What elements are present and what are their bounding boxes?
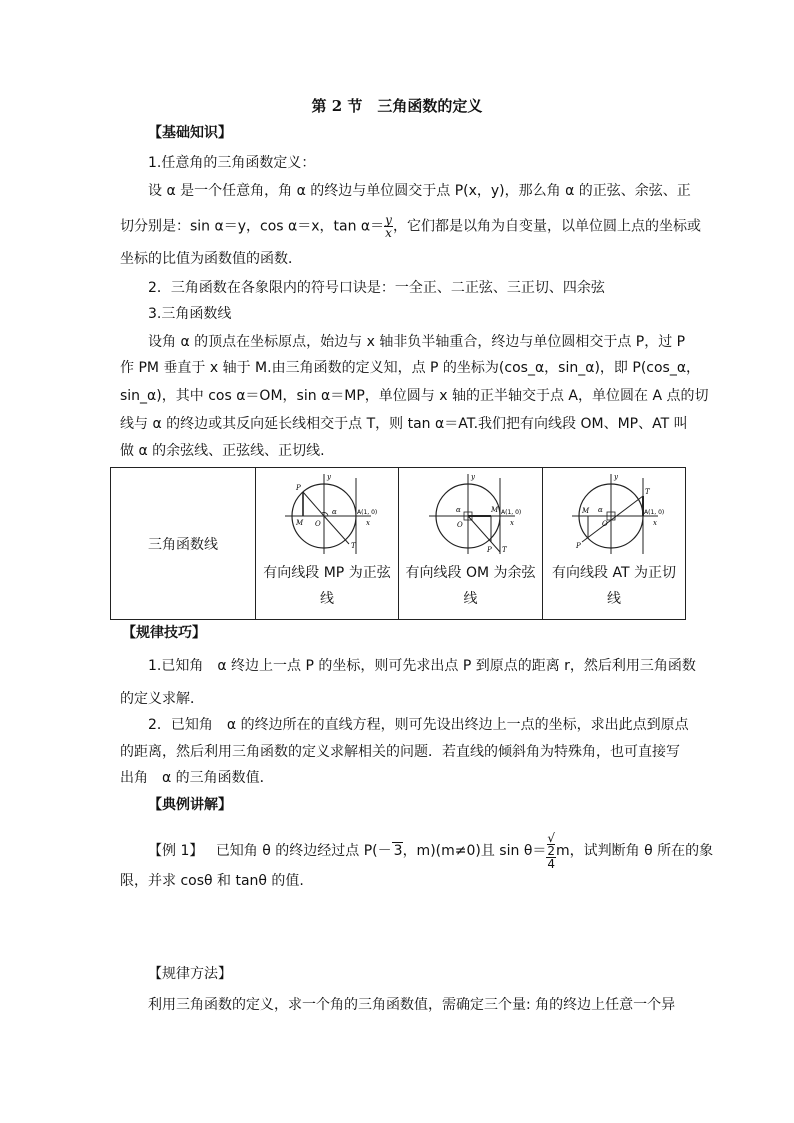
axis-y-label: y (470, 473, 475, 481)
item1-line2-part-b: ，它们都是以角为自变量，以单位圆上点的坐标或 (392, 218, 701, 235)
item3-line3: sin_α)，其中 cos α＝OM，sin α＝MP，单位圆与 x 轴的正半轴交于点 A，单位圆在 A 点的切 (120, 388, 709, 404)
point-t-label: T (351, 542, 356, 550)
point-m-label: M (490, 506, 498, 514)
item2-line: 2．三角函数在各象限内的符号口诀是：一全正、二正弦、三正切、四余弦 (148, 280, 605, 296)
point-p-label: P (296, 484, 301, 492)
axis-x-label: x (509, 519, 514, 527)
table-cell-sine (256, 468, 399, 620)
sqrt3-radicand: 3 (393, 843, 403, 859)
sqrt2-numerator: √ 2 (547, 831, 556, 858)
example1-line1-part-b: ，m)(m≠0)且 sin θ＝ (402, 843, 547, 859)
sqrt2-over-4-fraction (546, 832, 556, 870)
item3-title: 3.三角函数线 (148, 306, 232, 322)
example1-line1-part-c: m，试判断角 θ 所在的象 (556, 843, 714, 859)
tan-fraction (384, 214, 393, 239)
tips-p2-line3: 出角 α 的三角函数值． (120, 770, 274, 786)
point-p-label: P (576, 542, 581, 550)
example1-line2: 限，并求 cosθ 和 tanθ 的值. (120, 873, 304, 889)
point-a-label: A(1, 0) (644, 509, 664, 516)
axis-y-label: y (327, 473, 331, 481)
point-m-label: M (582, 507, 590, 515)
sine-line-diagram (277, 470, 377, 556)
tangent-line-diagram (564, 470, 664, 556)
table-cell-tangent (543, 468, 686, 620)
tangent-line-caption: 有向线段 AT 为正切线 (552, 565, 676, 607)
table-row-label: 三角函数线 (148, 536, 218, 553)
table-row-label-cell (111, 468, 256, 620)
item1-line3: 坐标的比值为函数值的函数． (120, 251, 302, 267)
tan-fraction-denominator: x (385, 226, 392, 240)
cosine-line-diagram (421, 470, 521, 556)
point-a-label: A(1, 0) (357, 509, 377, 516)
method-line1: 利用三角函数的定义，求一个角的三角函数值，需确定三个量: 角的终边上任意一个异 (148, 997, 676, 1013)
tips-p1-line1: 1.已知角 α 终边上一点 P 的坐标，则可先求出点 P 到原点的距离 r，然后利用三角函数 (148, 658, 696, 674)
page-title: 第 2 节 三角函数的定义 (311, 97, 483, 115)
axis-y-label: y (614, 473, 618, 481)
item1-title: 1.任意角的三角函数定义： (148, 155, 316, 171)
item1-line2-part-a: 切分别是：sin α＝y，cos α＝x，tan α＝ (120, 218, 385, 235)
cosine-line-caption: 有向线段 OM 为余弦线 (405, 565, 536, 607)
point-t-label: T (501, 546, 507, 554)
item3-line1: 设角 α 的顶点在坐标原点，始边与 x 轴非负半轴重合，终边与单位圆相交于点 P，过 P (148, 334, 686, 350)
tips-p1-line2: 的定义求解． (120, 691, 204, 707)
origin-label: O (315, 520, 321, 528)
item1-line1: 设 α 是一个任意角，角 α 的终边与单位圆交于点 P(x，y)，那么角 α 的正弦、余弦、正 (148, 183, 691, 199)
item3-line2: 作 PM 垂直于 x 轴于 M.由三角函数的定义知，点 P 的坐标为(cos_α，sin_α)，即 P(cos_α， (120, 360, 701, 376)
section-heading-tips: 【规律技巧】 (122, 625, 206, 641)
alpha-label: α (455, 506, 461, 514)
point-a-label: A(1, 0) (500, 509, 521, 516)
example1-line1 (148, 832, 713, 870)
sine-line-caption: 有向线段 MP 为正弦线 (263, 565, 391, 607)
section-heading-method: 【规律方法】 (148, 966, 232, 982)
trig-lines-table (110, 467, 686, 620)
origin-label: O (456, 521, 463, 529)
axis-x-label: x (366, 519, 370, 527)
fraction-denominator-4: 4 (547, 857, 556, 871)
section-heading-examples: 【典例讲解】 (148, 797, 232, 813)
point-p-label: P (486, 546, 492, 554)
sqrt2-radicand: 2 (547, 844, 556, 858)
tan-fraction-numerator: y (385, 213, 392, 227)
tips-p2-line2: 的距离，然后利用三角函数的定义求解相关的问题．若直线的倾斜角为特殊角，也可直接写 (120, 744, 680, 760)
point-m-label: M (296, 519, 304, 527)
item3-line5: 做 α 的余弦线、正弦线、正切线. (120, 443, 325, 459)
axis-x-label: x (653, 519, 657, 527)
table-cell-cosine (399, 468, 543, 620)
example1-line1-part-a: 已知角 θ 的终边经过点 P(－ (215, 843, 392, 859)
origin-label: O (602, 520, 608, 528)
alpha-label: α (332, 508, 337, 516)
tips-p2-line1: 2．已知角 α 的终边所在的直线方程，则可先设出终边上一点的坐标，求出此点到原点 (148, 717, 689, 733)
item3-line4: 线与 α 的终边或其反向延长线相交于点 T，则 tan α＝AT.我们把有向线段 OM、MP、AT 叫 (120, 416, 688, 432)
alpha-label: α (598, 506, 603, 514)
example1-label: 【例 1】 (148, 843, 204, 859)
item1-line2 (120, 214, 701, 239)
section-heading-basic-knowledge: 【基础知识】 (148, 125, 232, 141)
point-t-label: T (645, 488, 650, 496)
